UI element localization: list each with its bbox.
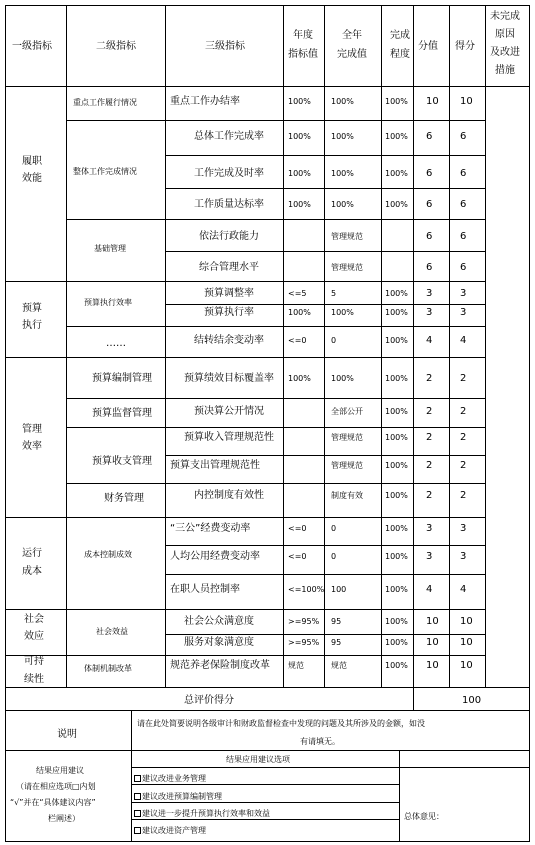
group-shehui-1: 社会 [24, 614, 44, 625]
row-16-val: 3 [426, 551, 433, 562]
row-9-name: 结转结余变动率 [194, 335, 264, 346]
row-13-val: 2 [426, 460, 433, 471]
row-7-score: 3 [460, 288, 467, 299]
row-2-target: 100% [288, 132, 311, 141]
table-cell [450, 121, 486, 156]
header-annual-target-1: 年度 [293, 30, 313, 41]
checkbox-icon[interactable] [134, 827, 141, 834]
l2-yusuan-zhixing: 预算执行效率 [84, 298, 132, 307]
row-4-name: 工作质量达标率 [194, 199, 264, 210]
row-1-score: 10 [460, 96, 473, 107]
l2-zhongdian: 重点工作履行情况 [73, 98, 137, 107]
row-16-pct: 100% [385, 552, 408, 561]
row-1-name: 重点工作办结率 [170, 96, 240, 107]
header-reason-1: 未完成 [490, 11, 520, 22]
row-13-pct: 100% [385, 461, 408, 470]
table-cell [450, 156, 486, 189]
table-cell [284, 428, 325, 456]
row-3-full: 100% [331, 169, 354, 178]
table-cell [284, 220, 325, 252]
total-value: 100 [462, 695, 482, 706]
table-cell [486, 87, 530, 688]
row-7-name: 预算调整率 [204, 288, 254, 299]
table-cell [450, 252, 486, 282]
row-15-score: 3 [460, 523, 467, 534]
suggest-left-2: （请在相应选项□内划 [16, 782, 96, 791]
header-full-year-2: 完成值 [337, 49, 367, 60]
row-14-score: 2 [460, 490, 467, 501]
header-reason-2: 原因 [495, 29, 515, 40]
row-2-full: 100% [331, 132, 354, 141]
header-level3: 三级指标 [205, 41, 245, 52]
row-7-val: 3 [426, 288, 433, 299]
row-17-name: 在职人员控制率 [170, 584, 240, 595]
l2-shehui: 社会效益 [96, 627, 128, 636]
row-15-target: <=0 [288, 524, 307, 533]
l2-zhengti: 整体工作完成情况 [73, 167, 137, 176]
table-cell [450, 358, 486, 399]
row-3-name: 工作完成及时率 [194, 168, 264, 179]
row-2-name: 总体工作完成率 [194, 131, 264, 142]
table-cell [382, 220, 414, 252]
row-3-score: 6 [460, 168, 467, 179]
row-15-val: 3 [426, 523, 433, 534]
suggest-left-3: “√”并在“具体建议内容” [10, 798, 96, 807]
row-14-val: 2 [426, 490, 433, 501]
row-8-val: 3 [426, 307, 433, 318]
table-cell [450, 282, 486, 305]
checkbox-icon[interactable] [134, 793, 141, 800]
row-9-target: <=0 [288, 336, 307, 345]
row-16-name: 人均公用经费变动率 [170, 551, 260, 562]
row-5-full: 管理规范 [331, 232, 363, 241]
note-label: 说明 [57, 729, 77, 740]
group-kechixu-2: 续性 [24, 674, 44, 685]
checkbox-icon[interactable] [134, 775, 141, 782]
row-18-full: 95 [331, 617, 342, 626]
row-11-name: 预决算公开情况 [194, 406, 264, 417]
row-17-pct: 100% [385, 585, 408, 594]
table-cell [400, 751, 530, 768]
row-13-score: 2 [460, 460, 467, 471]
table-cell [284, 456, 325, 484]
row-20-target: 规范 [288, 661, 304, 670]
row-18-val: 10 [426, 616, 439, 627]
row-6-name: 综合管理水平 [199, 262, 259, 273]
row-4-target: 100% [288, 200, 311, 209]
row-19-pct: 100% [385, 638, 408, 647]
row-4-score: 6 [460, 199, 467, 210]
row-10-val: 2 [426, 373, 433, 384]
row-14-name: 内控制度有效性 [194, 490, 264, 501]
row-15-pct: 100% [385, 524, 408, 533]
note-text-2: 有请填无。 [300, 737, 340, 746]
row-9-full: 0 [331, 336, 337, 345]
header-score-value: 分值 [418, 41, 438, 52]
table-cell [67, 518, 166, 610]
row-17-full: 100 [331, 585, 347, 594]
row-20-full: 规范 [331, 661, 347, 670]
overall-opinion-label: 总体意见： [404, 812, 444, 821]
l2-caiwu: 财务管理 [104, 493, 144, 504]
row-11-full: 全部公开 [331, 407, 363, 416]
row-20-score: 10 [460, 660, 473, 671]
table-cell [284, 399, 325, 428]
note-text-1: 请在此处简要说明各级审计和财政监督检查中发现的问题及其所涉及的金额，如没 [137, 719, 425, 728]
l2-chengben: 成本控制成效 [84, 550, 132, 559]
header-completion-2: 程度 [390, 49, 410, 60]
l2-shouzhi: 预算收支管理 [92, 456, 152, 467]
row-20-name: 规范养老保险制度改革 [170, 660, 270, 671]
row-12-val: 2 [426, 432, 433, 443]
suggest-left-1: 结果应用建议 [36, 766, 84, 775]
table-cell [5, 358, 67, 518]
l2-jichu: 基础管理 [94, 244, 126, 253]
row-12-pct: 100% [385, 433, 408, 442]
total-label: 总评价得分 [184, 695, 234, 706]
table-cell [382, 5, 414, 87]
row-4-full: 100% [331, 200, 354, 209]
row-19-full: 95 [331, 638, 342, 647]
table-cell [450, 399, 486, 428]
header-level2: 二级指标 [96, 41, 136, 52]
row-19-score: 10 [460, 637, 473, 648]
row-3-pct: 100% [385, 169, 408, 178]
row-10-target: 100% [288, 374, 311, 383]
table-cell [450, 327, 486, 358]
option-1[interactable]: 建议改进业务管理 [134, 773, 206, 784]
header-completion-1: 完成 [390, 30, 410, 41]
group-guanli-1: 管理 [22, 424, 42, 435]
table-cell [450, 305, 486, 327]
header-score: 得分 [455, 41, 475, 52]
group-yusuan-2: 执行 [22, 320, 42, 331]
row-18-target: >=95% [288, 617, 320, 626]
row-11-score: 2 [460, 406, 467, 417]
row-16-full: 0 [331, 552, 337, 561]
row-10-score: 2 [460, 373, 467, 384]
table-cell [284, 484, 325, 518]
header-level1: 一级指标 [12, 41, 52, 52]
group-yusuan-1: 预算 [22, 303, 42, 314]
table-cell [325, 5, 382, 87]
row-13-name: 预算支出管理规范性 [170, 460, 260, 471]
row-16-score: 3 [460, 551, 467, 562]
suggest-options-title: 结果应用建议选项 [226, 755, 290, 764]
row-8-full: 100% [331, 308, 354, 317]
header-reason-3: 及改进 [490, 47, 520, 58]
group-lvzhi-2: 效能 [22, 173, 42, 184]
row-4-val: 6 [426, 199, 433, 210]
row-15-full: 0 [331, 524, 337, 533]
row-6-val: 6 [426, 262, 433, 273]
row-6-full: 管理规范 [331, 263, 363, 272]
row-17-target: <=100% [288, 585, 325, 594]
row-19-val: 10 [426, 637, 439, 648]
row-12-name: 预算收入管理规范性 [184, 432, 274, 443]
header-reason-4: 措施 [495, 65, 515, 76]
row-18-pct: 100% [385, 617, 408, 626]
row-19-name: 服务对象满意度 [184, 637, 254, 648]
checkbox-icon[interactable] [134, 810, 141, 817]
row-2-val: 6 [426, 131, 433, 142]
row-13-full: 管理规范 [331, 461, 363, 470]
row-1-val: 10 [426, 96, 439, 107]
l2-jiandu: 预算监督管理 [92, 408, 152, 419]
table-cell [450, 546, 486, 575]
header-annual-target-2: 指标值 [288, 49, 318, 60]
group-lvzhi-1: 履职 [22, 156, 42, 167]
table-cell [284, 5, 325, 87]
row-12-full: 管理规范 [331, 433, 363, 442]
l2-tizhi: 体制机制改革 [84, 664, 132, 673]
row-8-score: 3 [460, 307, 467, 318]
row-20-val: 10 [426, 660, 439, 671]
table-cell [450, 189, 486, 220]
row-2-score: 6 [460, 131, 467, 142]
row-5-score: 6 [460, 231, 467, 242]
l2-bianzhi: 预算编制管理 [92, 373, 152, 384]
table-cell [450, 518, 486, 546]
row-7-pct: 100% [385, 289, 408, 298]
table-cell [450, 220, 486, 252]
row-5-name: 依法行政能力 [199, 231, 259, 242]
group-shehui-2: 效应 [24, 631, 44, 642]
row-7-target: <=5 [288, 289, 307, 298]
row-17-score: 4 [460, 584, 467, 595]
row-9-val: 4 [426, 335, 433, 346]
row-9-score: 4 [460, 335, 467, 346]
row-7-full: 5 [331, 289, 337, 298]
group-yunxing-2: 成本 [22, 566, 42, 577]
row-14-full: 制度有效 [331, 491, 363, 500]
row-2-pct: 100% [385, 132, 408, 141]
row-8-name: 预算执行率 [204, 307, 254, 318]
row-19-target: >=95% [288, 638, 320, 647]
row-10-full: 100% [331, 374, 354, 383]
row-1-pct: 100% [385, 97, 408, 106]
row-4-pct: 100% [385, 200, 408, 209]
row-15-name: “三公”经费变动率 [170, 523, 251, 534]
option-3[interactable]: 建议进一步提升预算执行效率和效益 [134, 808, 270, 819]
row-14-pct: 100% [385, 491, 408, 500]
row-9-pct: 100% [385, 336, 408, 345]
group-yunxing-1: 运行 [22, 548, 42, 559]
l2-ellipsis: …… [106, 338, 126, 349]
row-17-val: 4 [426, 584, 433, 595]
table-cell [382, 252, 414, 282]
row-6-score: 6 [460, 262, 467, 273]
row-20-pct: 100% [385, 661, 408, 670]
table-cell [400, 768, 530, 842]
row-10-name: 预算绩效目标覆盖率 [184, 373, 274, 384]
table-cell [450, 484, 486, 518]
row-8-target: 100% [288, 308, 311, 317]
row-3-val: 6 [426, 168, 433, 179]
row-11-pct: 100% [385, 407, 408, 416]
row-18-name: 社会公众满意度 [184, 616, 254, 627]
header-full-year-1: 全年 [342, 30, 362, 41]
row-5-val: 6 [426, 231, 433, 242]
table-cell [284, 252, 325, 282]
table-cell [450, 575, 486, 610]
table-cell [450, 456, 486, 484]
suggest-left-4: 栏阐述） [48, 814, 80, 823]
option-4[interactable]: 建议改进资产管理 [134, 825, 206, 836]
row-16-target: <=0 [288, 552, 307, 561]
option-2[interactable]: 建议改进预算编制管理 [134, 791, 222, 802]
row-3-target: 100% [288, 169, 311, 178]
group-guanli-2: 效率 [22, 441, 42, 452]
row-8-pct: 100% [385, 308, 408, 317]
row-12-score: 2 [460, 432, 467, 443]
row-10-pct: 100% [385, 374, 408, 383]
row-18-score: 10 [460, 616, 473, 627]
row-1-target: 100% [288, 97, 311, 106]
group-kechixu-1: 可持 [24, 656, 44, 667]
table-cell [450, 428, 486, 456]
row-1-full: 100% [331, 97, 354, 106]
row-11-val: 2 [426, 406, 433, 417]
table-cell [5, 518, 67, 610]
